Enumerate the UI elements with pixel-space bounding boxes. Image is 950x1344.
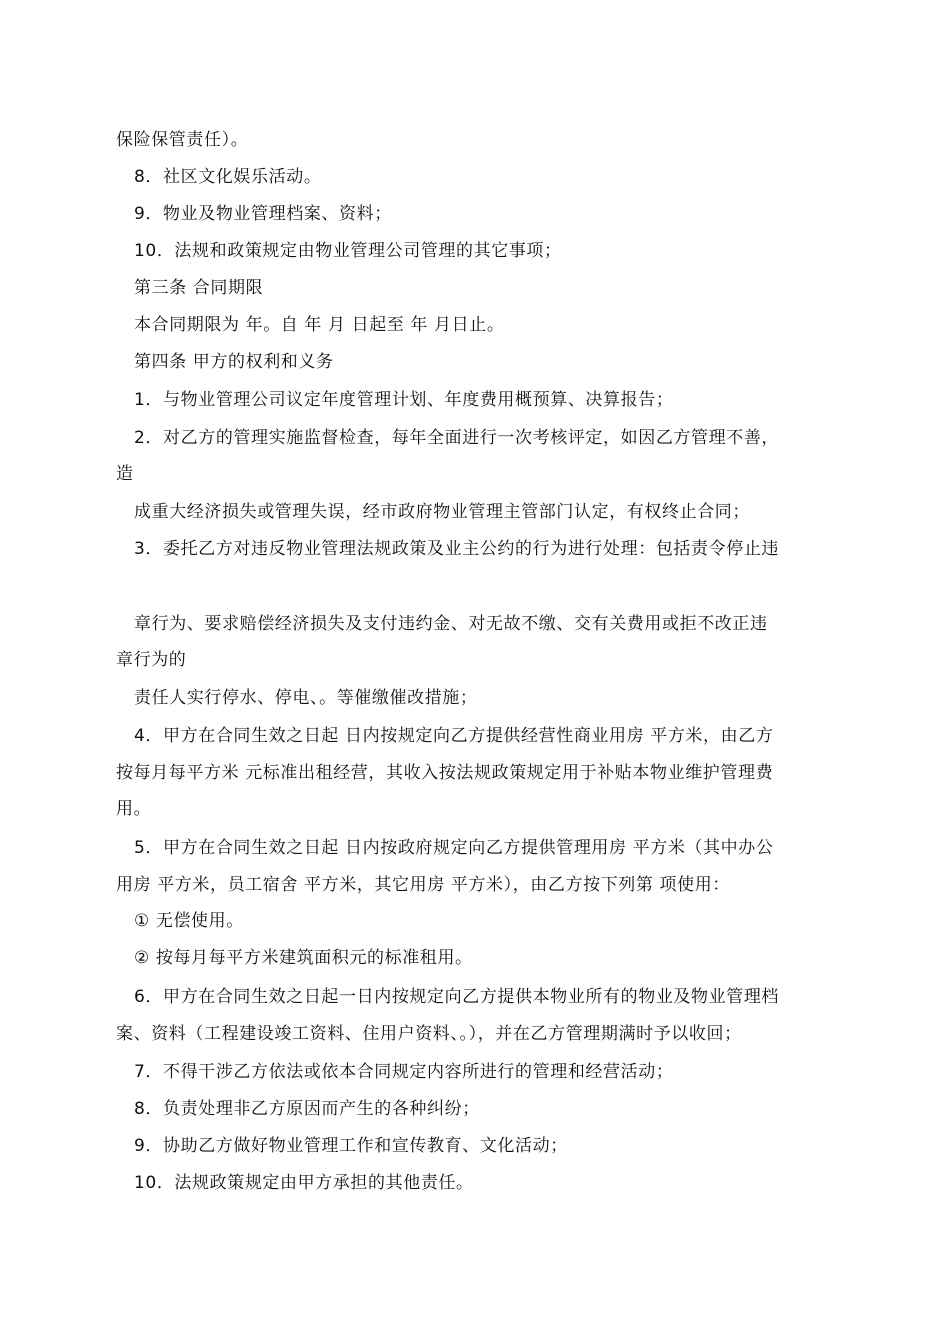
text-line: 10．法规和政策规定由物业管理公司管理的其它事项； — [134, 241, 562, 261]
text-line: 3．委托乙方对违反物业管理法规政策及业主公约的行为进行处理：包括责令停止违 — [134, 539, 780, 559]
text-line: 造 — [116, 464, 134, 484]
text-line: 案、资料（工程建设竣工资料、住用户资料、。），并在乙方管理期满时予以收回； — [116, 1024, 742, 1044]
text-line: 7．不得干涉乙方依法或依本合同规定内容所进行的管理和经营活动； — [134, 1062, 674, 1082]
text-line: 用。 — [116, 799, 152, 819]
text-line: 5．甲方在合同生效之日起 日内按政府规定向乙方提供管理用房 平方米（其中办公 — [134, 838, 774, 858]
text-line: 按每月每平方米 元标准出租经营，其收入按法规政策规定用于补贴本物业维护管理费 — [116, 763, 774, 783]
text-line: ① 无偿使用。 — [134, 911, 244, 931]
section-heading: 第三条 合同期限 — [134, 278, 264, 298]
section-heading: 第四条 甲方的权利和义务 — [134, 352, 334, 372]
text-line: 8．负责处理非乙方原因而产生的各种纠纷； — [134, 1099, 480, 1119]
text-line: 本合同期限为 年。自 年 月 日起至 年 月日止。 — [134, 315, 505, 335]
text-line: 1．与物业管理公司议定年度管理计划、年度费用概预算、决算报告； — [134, 390, 674, 410]
text-line: 4．甲方在合同生效之日起 日内按规定向乙方提供经营性商业用房 平方米，由乙方 — [134, 726, 774, 746]
text-line: 10．法规政策规定由甲方承担的其他责任。 — [134, 1173, 474, 1193]
text-line: 用房 平方米，员工宿舍 平方米，其它用房 平方米），由乙方按下列第 项使用： — [116, 875, 730, 895]
text-line: 章行为、要求赔偿经济损失及支付违约金、对无故不缴、交有关费用或拒不改正违 — [134, 614, 768, 634]
text-line: 成重大经济损失或管理失误，经市政府物业管理主管部门认定，有权终止合同； — [134, 502, 750, 522]
text-line: ② 按每月每平方米建筑面积元的标准租用。 — [134, 948, 473, 968]
text-line: 9．物业及物业管理档案、资料； — [134, 204, 392, 224]
text-line: 责任人实行停水、停电、。等催缴催改措施； — [134, 688, 478, 708]
text-line: 保险保管责任）。 — [116, 130, 249, 150]
text-line: 9．协助乙方做好物业管理工作和宣传教育、文化活动； — [134, 1136, 568, 1156]
text-line: 6．甲方在合同生效之日起一日内按规定向乙方提供本物业所有的物业及物业管理档 — [134, 987, 780, 1007]
text-line: 2．对乙方的管理实施监督检查，每年全面进行一次考核评定，如因乙方管理不善， — [134, 428, 780, 448]
text-line: 章行为的 — [116, 650, 187, 670]
text-line: 8．社区文化娱乐活动。 — [134, 167, 322, 187]
